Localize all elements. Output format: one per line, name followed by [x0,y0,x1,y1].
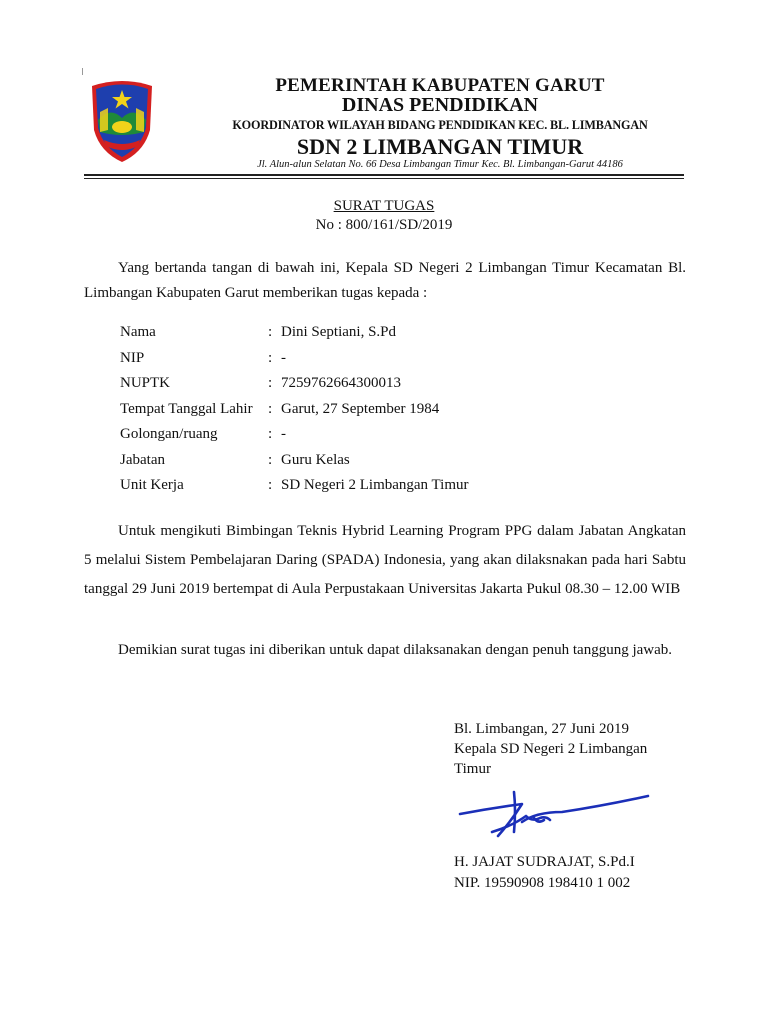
signature-place-date: Bl. Limbangan, 27 Juni 2019 [454,721,629,737]
signatory-nip: NIP. 19590908 198410 1 002 [454,875,631,891]
field-row-position [120,448,686,473]
field-label: Unit Kerja [120,477,184,493]
field-label: Nama [120,324,156,340]
field-value: Dini Septiani, S.Pd [281,324,397,340]
signatory-name: H. JAJAT SUDRAJAT, S.Pd.I [454,854,635,870]
field-label: Jabatan [120,451,165,468]
field-value: - [281,349,286,366]
assignment-text: Untuk mengikuti Bimbingan Teknis Hybrid Learning Program PPG dalam Jabatan Angkatan 5 melalui Sistem Pembelajaran Daring (SPADA) Indonesia, yang akan dilaksnakan pada hari Sabtu tanggal 29 Juni 2019 bertempat di Aula Perpustakaan Universitas Jakarta Pukul 08.30 – 12.00 WIB [84,523,686,597]
letterhead-government: PEMERINTAH KABUPATEN GARUT [275,75,605,96]
scan-mark [82,68,83,75]
letterhead-coordinator: KOORDINATOR WILAYAH BIDANG PENDIDIKAN KEC. BL. LIMBANGAN [232,118,648,132]
closing-paragraph [84,639,686,662]
letterhead-address: Jl. Alun-alun Selatan No. 66 Desa Limbangan Timur Kec. Bl. Limbangan-Garut 44186 [257,159,623,170]
letterhead-divider [84,174,684,179]
field-separator: : [268,477,273,493]
letterhead-school: SDN 2 LIMBANGAN TIMUR [296,134,584,159]
field-label: Tempat Tanggal Lahir [120,400,253,417]
opening-paragraph [84,256,686,306]
field-separator: : [268,426,273,442]
field-separator: : [268,451,273,468]
field-label: NUPTK [120,375,171,391]
field-label: Golongan/ruang [120,426,218,442]
letter-title: SURAT TUGAS [333,198,435,214]
handwritten-signature [452,782,652,842]
field-row-birth [120,397,686,422]
field-row-rank [120,422,686,447]
field-separator: : [268,349,273,366]
field-value: - [281,426,286,442]
field-value: Guru Kelas [281,451,350,468]
field-row-unit [120,473,686,498]
field-value: Garut, 27 September 1984 [281,400,440,417]
field-row-name [120,320,686,345]
field-row-nip [120,346,686,371]
letterhead-agency: DINAS PENDIDIKAN [341,94,539,116]
field-value: 7259762664300013 [281,375,401,391]
assignment-paragraph [84,517,686,604]
field-separator: : [268,324,273,340]
field-value: SD Negeri 2 Limbangan Timur [281,477,469,493]
field-label: NIP [120,349,145,366]
field-separator: : [268,400,273,417]
field-separator: : [268,375,273,391]
signature-role: Kepala SD Negeri 2 Limbangan Timur [454,741,648,777]
opening-text: Yang bertanda tangan di bawah ini, Kepala SD Negeri 2 Limbangan Timur Kecamatan Bl. Limbangan Kabupaten Garut memberikan tugas kepada : [84,260,686,301]
garut-regency-emblem-icon [86,72,158,164]
field-row-nuptk [120,371,686,396]
letter-number: No : 800/161/SD/2019 [315,217,453,233]
closing-text: Demikian surat tugas ini diberikan untuk dapat dilaksanakan dengan penuh tanggung jawab. [118,642,673,658]
